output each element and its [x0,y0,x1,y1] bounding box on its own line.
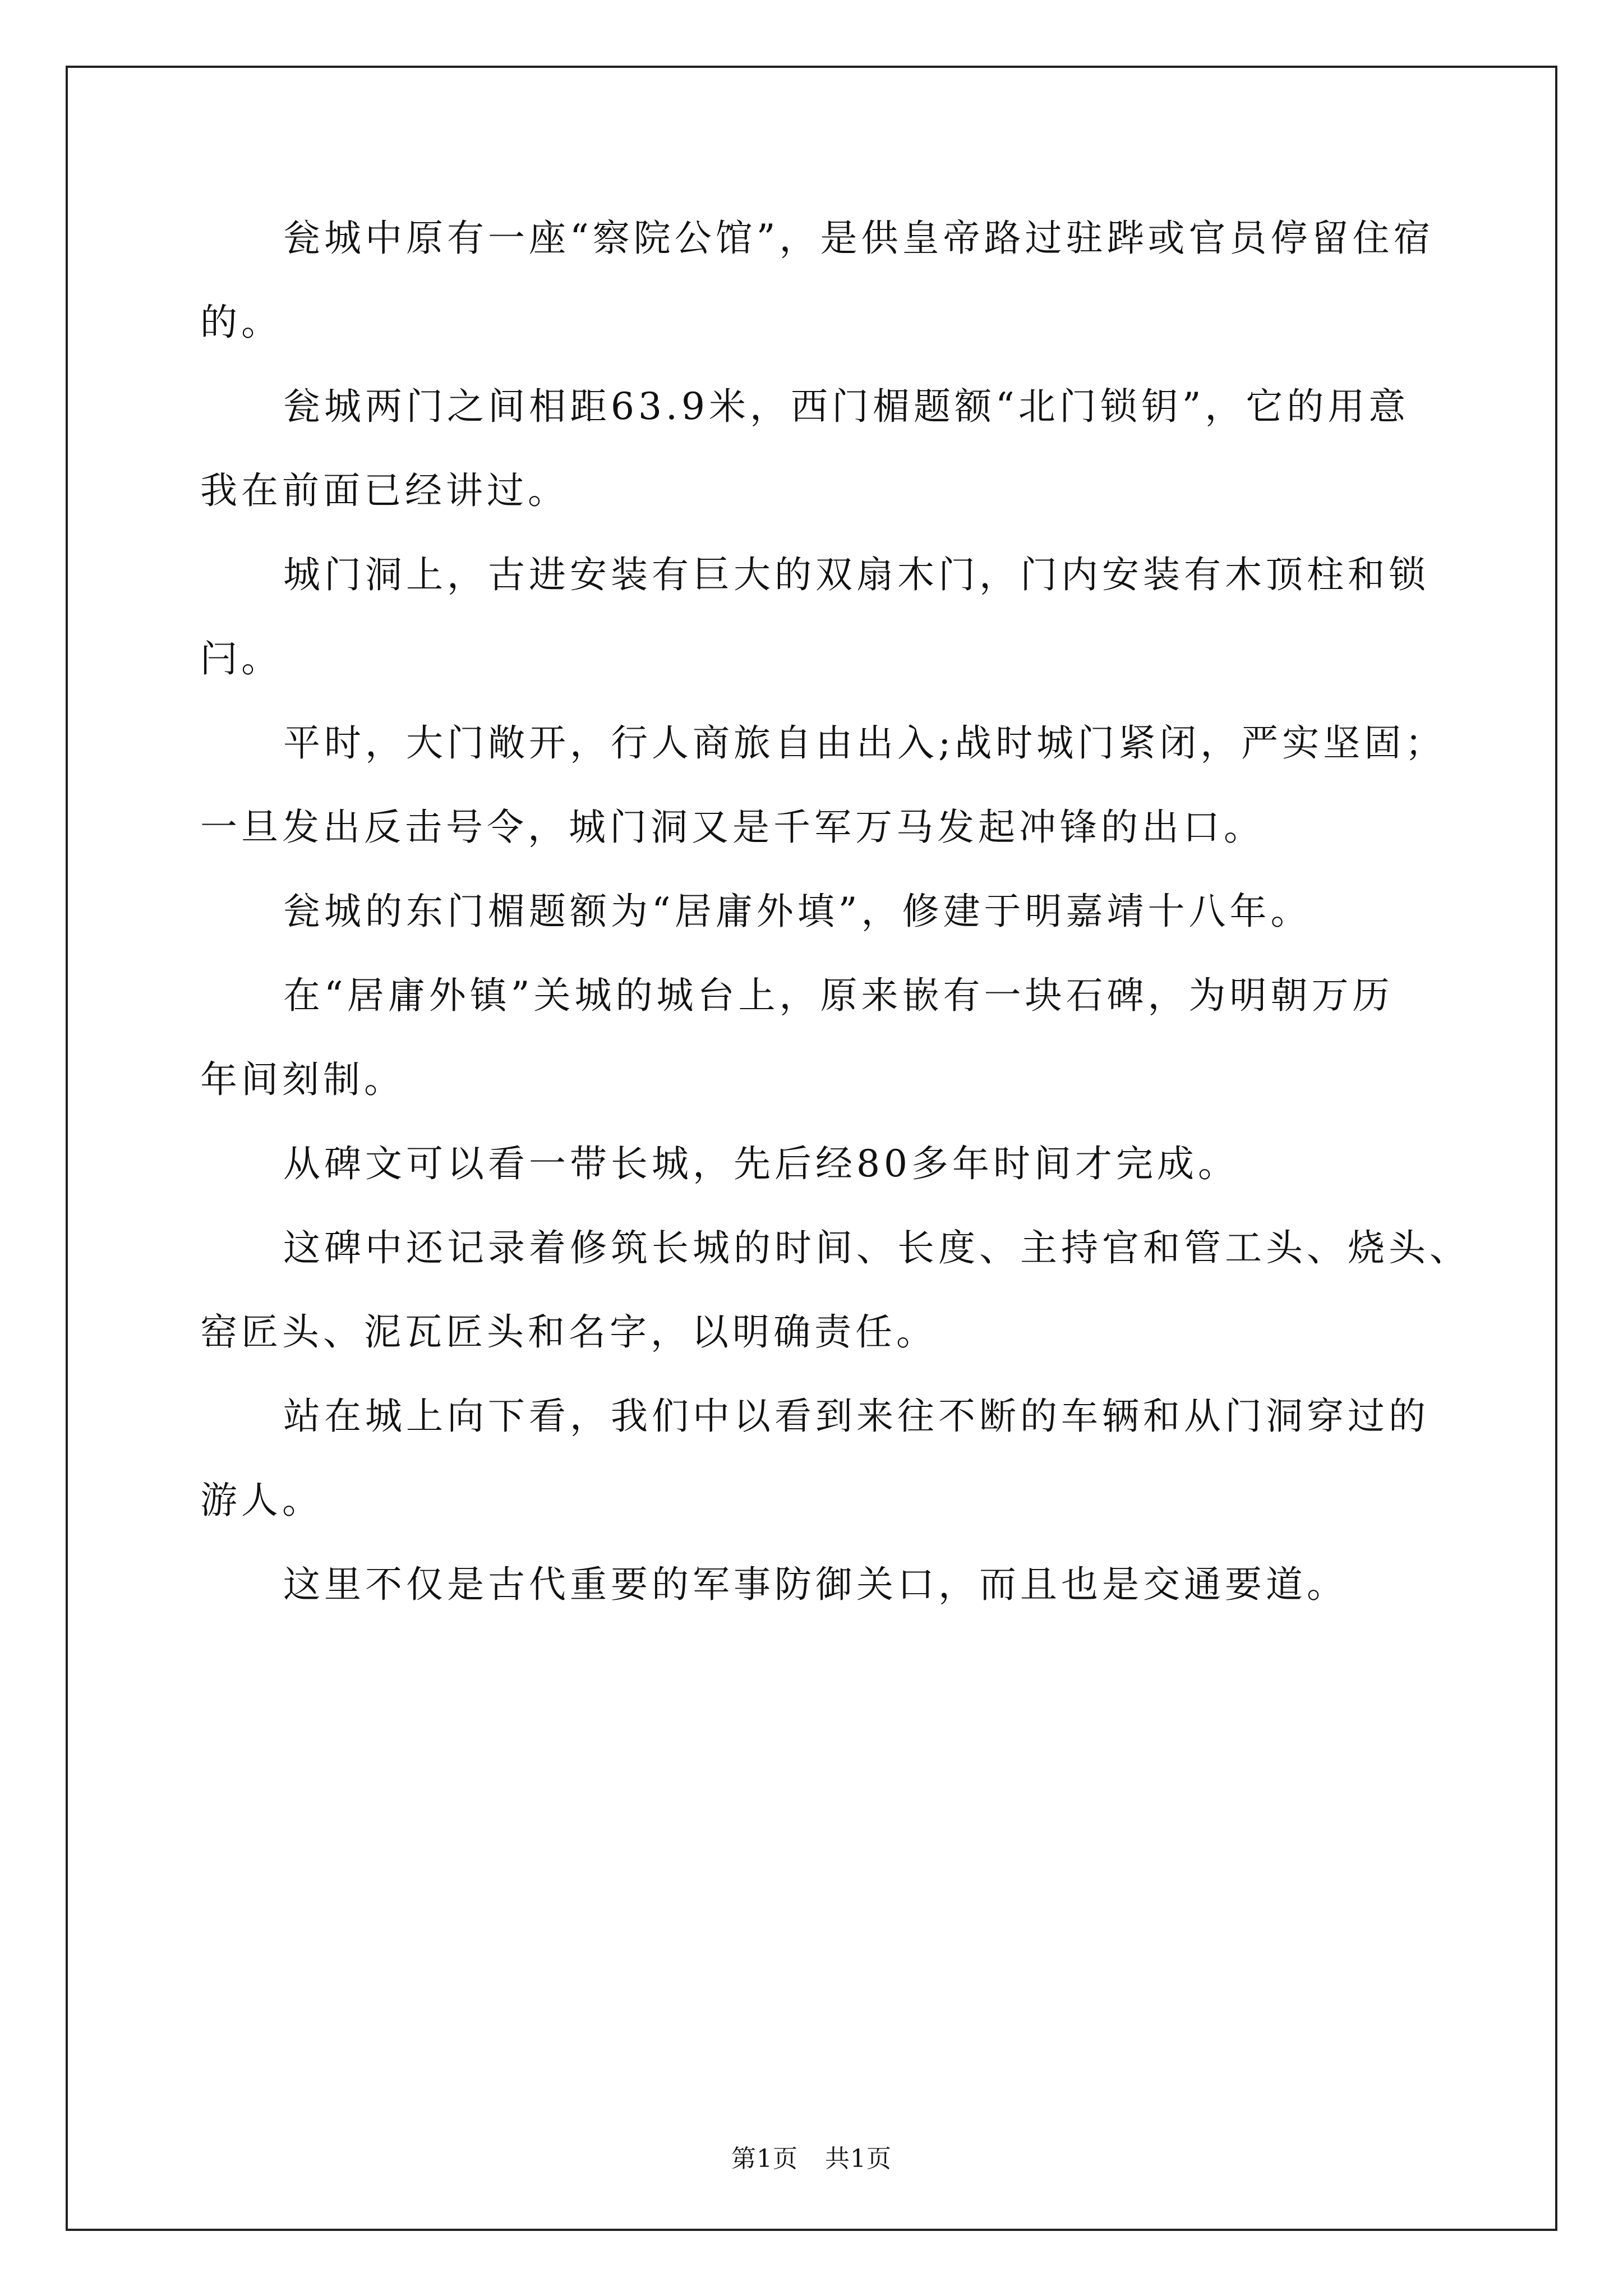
paragraph-continuation-line: 我在前面已经讲过。 [200,469,569,512]
paragraph-first-line: 平时，大门敞开，行人商旅自由出入;战时城门紧闭，严实坚固； [283,721,1446,765]
paragraph-continuation-line: 年间刻制。 [200,1058,405,1101]
paragraph-first-line: 城门洞上，古进安装有巨大的双扇木门，门内安装有木顶柱和锁 [283,553,1430,596]
paragraph-continuation-line: 窑匠头、泥瓦匠头和名字，以明确责任。 [200,1310,937,1354]
page-number-total: 共1页 [825,2145,892,2173]
paragraph-first-line: 这里不仅是古代重要的军事防御关口，而且也是交通要道。 [283,1563,1348,1606]
paragraph-continuation-line: 游人。 [200,1479,323,1522]
paragraph-first-line: 瓮城两门之间相距63.9米，西门楣题额“北门锁钥”，它的用意 [283,385,1410,428]
paragraph-continuation-line: 的。 [200,301,282,344]
paragraph-first-line: 在“居庸外镇”关城的城台上，原来嵌有一块石碑，为明朝万历 [283,974,1394,1017]
paragraph-first-line: 站在城上向下看，我们中以看到来往不断的车辆和从门洞穿过的 [283,1395,1430,1438]
page-number-current: 第1页 [731,2145,798,2173]
page-footer [0,2138,1623,2174]
paragraph-first-line: 从碑文可以看一带长城，先后经80多年时间才完成。 [283,1142,1239,1185]
paragraph-continuation-line: 一旦发出反击号令，城门洞又是千军万马发起冲锋的出口。 [200,806,1265,849]
paragraph-first-line: 这碑中还记录着修筑长城的时间、长度、主持官和管工头、烧头、 [283,1226,1470,1269]
paragraph-first-line: 瓮城中原有一座“察院公馆”，是供皇帝路过驻跸或官员停留住宿 [283,217,1435,260]
paragraph-first-line: 瓮城的东门楣题额为“居庸外填”，修建于明嘉靖十八年。 [283,890,1312,933]
paragraph-continuation-line: 闩。 [200,637,282,680]
